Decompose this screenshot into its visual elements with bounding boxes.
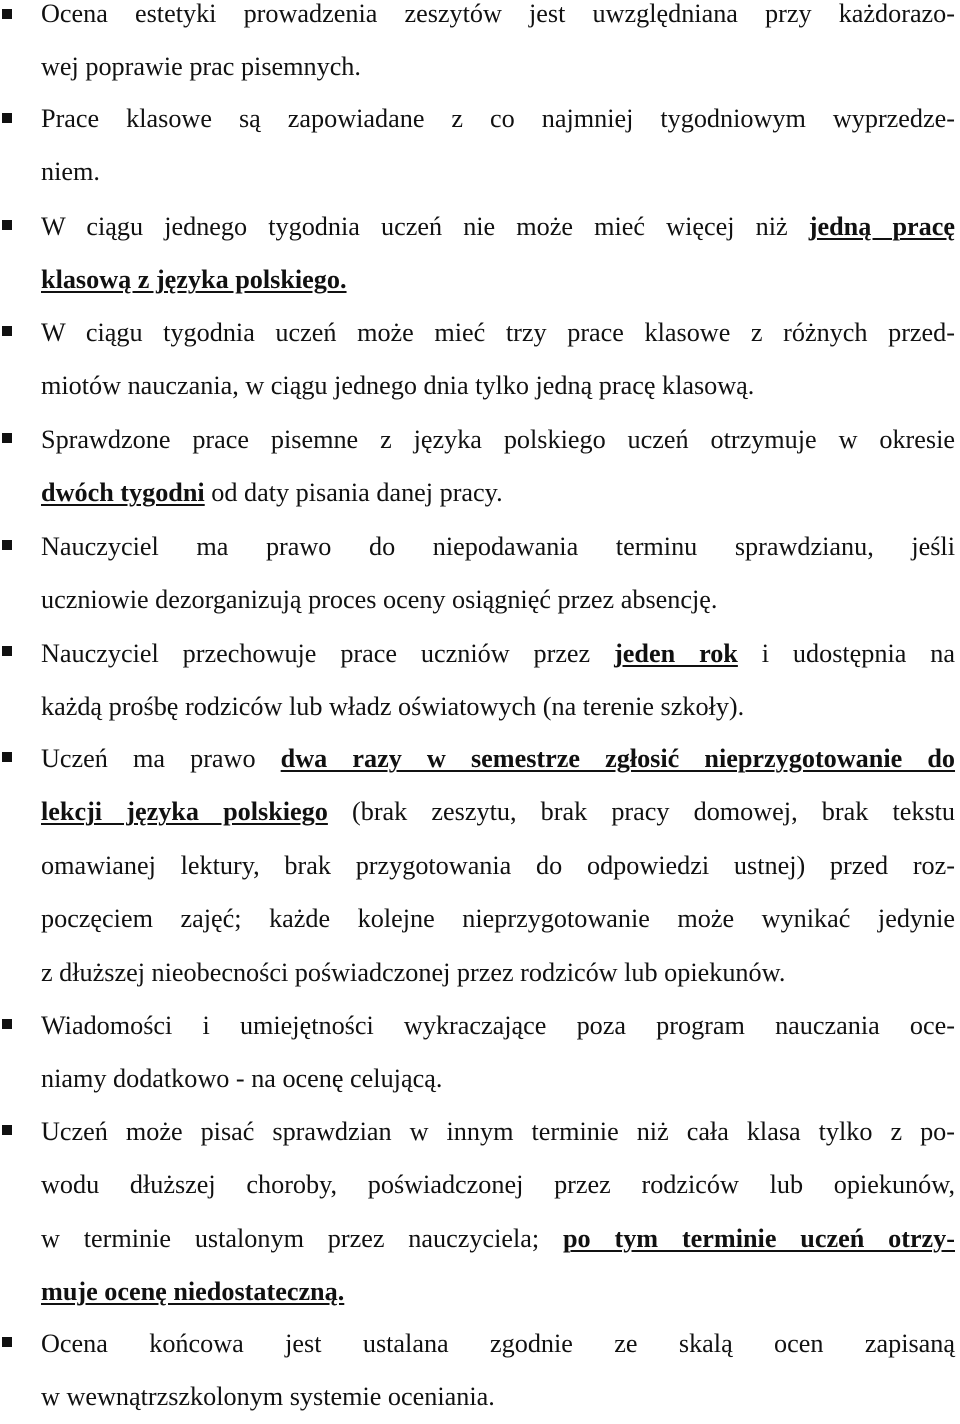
text-line	[41, 359, 955, 412]
emphasized-text: jedną pracę	[808, 212, 955, 241]
text-segment: miotów nauczania, w ciągu jednego dnia tylko jedną pracę klasową.	[41, 371, 755, 401]
text-line	[41, 627, 955, 680]
square-bullet-icon	[2, 9, 12, 19]
text-line	[41, 785, 955, 838]
text-line	[41, 999, 955, 1052]
text-segment: od daty pisania danej pracy.	[204, 478, 503, 508]
emphasized-text: muje ocenę niedostateczną.	[41, 1277, 345, 1307]
text-line	[41, 253, 955, 306]
emphasized-text: lekcji języka polskiego	[41, 797, 328, 827]
square-bullet-icon	[2, 1125, 12, 1135]
square-bullet-icon	[2, 752, 12, 762]
text-line	[41, 1212, 955, 1265]
text-segment: poczęciem zajęć; każde kolejne nieprzygotowanie może wynikać jedynie	[41, 904, 955, 934]
square-bullet-icon	[2, 1019, 12, 1029]
text-line	[41, 413, 955, 466]
text-segment: uczniowie dezorganizują proces oceny osiągnięć przez absencję.	[41, 585, 718, 615]
text-line	[41, 92, 955, 145]
text-segment: w wewnątrzszkolonym systemie oceniania.	[41, 1382, 495, 1412]
text-line	[41, 1105, 955, 1158]
square-bullet-icon	[2, 113, 12, 123]
text-segment: niamy dodatkowo - na ocenę celującą.	[41, 1064, 443, 1094]
emphasized-text: jeden rok	[614, 639, 738, 668]
text-line	[41, 145, 955, 198]
list-item-text	[41, 92, 955, 199]
text-line	[41, 520, 955, 573]
text-segment: (brak zeszytu, brak pracy domowej, brak tekstu	[327, 797, 955, 827]
list-item-text	[41, 200, 955, 307]
text-segment: Sprawdzone prace pisemne z języka polskiego uczeń otrzymuje w okresie	[41, 425, 955, 454]
text-line	[41, 1265, 955, 1318]
square-bullet-icon	[2, 646, 12, 656]
text-line	[41, 0, 955, 40]
text-line	[41, 839, 955, 892]
text-line	[41, 306, 955, 359]
square-bullet-icon	[2, 220, 12, 230]
list-item-text	[41, 732, 955, 999]
text-segment: Ocena estetyki prowadzenia zeszytów jest uwzględniana przy każdorazo-	[41, 0, 955, 28]
text-segment: każdą prośbę rodziców lub władz oświatowych (na terenie szkoły).	[41, 692, 745, 722]
text-line	[41, 1052, 955, 1105]
text-line	[41, 680, 955, 733]
square-bullet-icon	[2, 1337, 12, 1347]
text-segment: i udostępnia na	[737, 639, 955, 668]
text-line	[41, 946, 955, 999]
list-item-text	[41, 999, 955, 1106]
text-line	[41, 200, 955, 253]
emphasized-text: po tym terminie uczeń otrzy-	[562, 1223, 955, 1253]
list-item-text	[41, 1317, 955, 1424]
list-item-text	[41, 0, 955, 94]
text-segment: niem.	[41, 157, 100, 187]
list-item-text	[41, 306, 955, 413]
square-bullet-icon	[2, 433, 12, 443]
text-line	[41, 1317, 955, 1370]
text-segment: W ciągu tygodnia uczeń może mieć trzy prace klasowe z różnych przed-	[41, 318, 955, 347]
text-segment: Uczeń ma prawo	[41, 744, 281, 773]
text-segment: Nauczyciel przechowuje prace uczniów przez	[41, 639, 615, 668]
text-segment: wej poprawie prac pisemnych.	[41, 52, 361, 82]
emphasized-text: dwóch tygodni	[41, 478, 205, 508]
text-line	[41, 1370, 955, 1423]
text-segment: z dłuższej nieobecności poświadczonej przez rodziców lub opiekunów.	[41, 957, 786, 987]
text-line	[41, 573, 955, 626]
emphasized-text: dwa razy w semestrze zgłosić nieprzygotowanie do	[280, 744, 956, 773]
square-bullet-icon	[2, 540, 12, 550]
text-segment: W ciągu jednego tygodnia uczeń nie może mieć więcej niż	[41, 212, 809, 241]
square-bullet-icon	[2, 326, 12, 336]
emphasized-text: klasową z języka polskiego.	[41, 265, 347, 295]
text-segment: wodu dłuższej choroby, poświadczonej przez rodziców lub opiekunów,	[41, 1170, 955, 1200]
text-line	[41, 40, 955, 93]
text-segment: Nauczyciel ma prawo do niepodawania terminu sprawdzianu, jeśli	[41, 532, 955, 561]
text-segment: Prace klasowe są zapowiadane z co najmniej tygodniowym wyprzedze-	[41, 104, 955, 133]
text-segment: Uczeń może pisać sprawdzian w innym terminie niż cała klasa tylko z po-	[41, 1117, 955, 1146]
list-item-text	[41, 413, 955, 520]
text-line	[41, 1158, 955, 1211]
list-item-text	[41, 1105, 955, 1319]
text-segment: w terminie ustalonym przez nauczyciela;	[41, 1223, 563, 1253]
text-segment: omawianej lektury, brak przygotowania do odpowiedzi ustnej) przed roz-	[41, 850, 955, 880]
text-segment: Wiadomości i umiejętności wykraczające poza program nauczania oce-	[41, 1011, 955, 1040]
text-line	[41, 732, 955, 785]
text-line	[41, 892, 955, 945]
list-item-text	[41, 520, 955, 627]
text-segment: Ocena końcowa jest ustalana zgodnie ze skalą ocen zapisaną	[41, 1329, 955, 1358]
list-item-text	[41, 627, 955, 734]
text-line	[41, 466, 955, 519]
